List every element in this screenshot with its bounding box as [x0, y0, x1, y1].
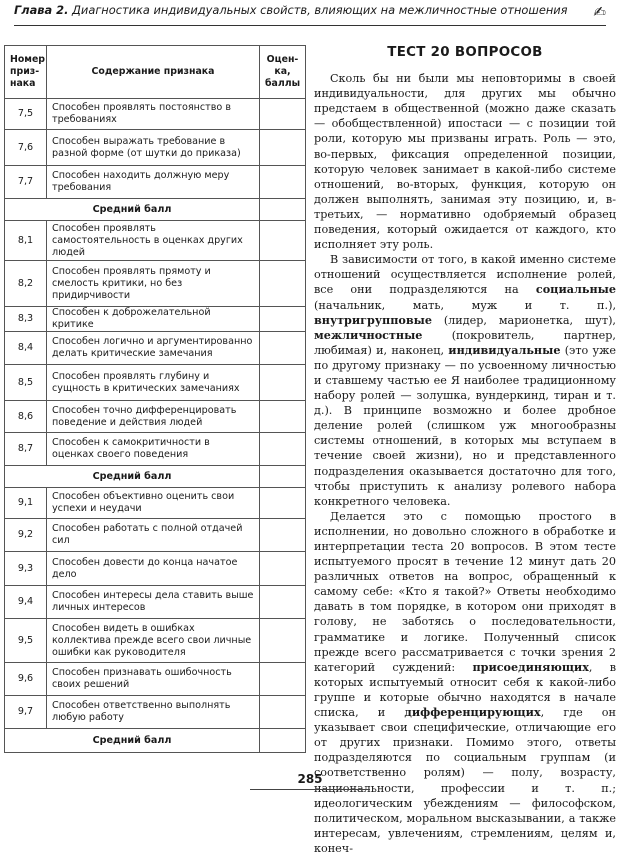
table-row	[5, 365, 306, 401]
row-number: 9,2	[5, 519, 47, 552]
row-text: Способен объективно оценить свои успехи и неудачи	[47, 488, 260, 519]
term-social: социальные	[535, 282, 616, 297]
row-number: 8,4	[5, 332, 47, 365]
term-interpersonal: межличностные	[314, 327, 423, 342]
chapter-title: Диагностика индивидуальных свойств, влияющих на межличностные отношения	[72, 3, 568, 17]
table-row	[5, 663, 306, 696]
score-cell	[260, 365, 306, 401]
average-label: Средний балл	[5, 729, 260, 753]
row-number: 8,1	[5, 221, 47, 261]
row-text: Способен находить должную меру требования	[47, 166, 260, 199]
row-text: Способен интересы дела ставить выше личных интересов	[47, 586, 260, 619]
score-cell	[260, 519, 306, 552]
row-text: Способен видеть в ошибках коллектива прежде всего свои личные ошибки как руководителя	[47, 619, 260, 663]
score-cell	[260, 619, 306, 663]
score-cell	[260, 729, 306, 753]
page-number: 285	[297, 772, 323, 786]
table-row	[5, 488, 306, 519]
table-row	[5, 307, 306, 332]
score-cell	[260, 307, 306, 332]
row-text: Способен к доброжелательной критике	[47, 307, 260, 332]
chapter-label: Глава 2.	[14, 3, 69, 17]
score-cell	[260, 663, 306, 696]
row-text: Способен работать с полной отдачей сил	[47, 519, 260, 552]
score-cell	[260, 130, 306, 166]
score-cell	[260, 466, 306, 488]
section-heading: ТЕСТ 20 ВОПРОСОВ	[387, 45, 543, 60]
row-text: Способен признавать ошибочность своих решений	[47, 663, 260, 696]
table-header-row	[5, 46, 306, 99]
table-row	[5, 130, 306, 166]
table-row	[5, 261, 306, 307]
test-section	[314, 45, 616, 856]
table-row	[5, 99, 306, 130]
row-text: Способен проявлять глубину и сущность в критических замечаниях	[47, 365, 260, 401]
row-number: 7,5	[5, 99, 47, 130]
table-row	[5, 166, 306, 199]
row-number: 8,3	[5, 307, 47, 332]
table-row	[5, 586, 306, 619]
score-cell	[260, 261, 306, 307]
row-text: Способен логично и аргументированно делать критические замечания	[47, 332, 260, 365]
row-number: 8,2	[5, 261, 47, 307]
table-row	[5, 552, 306, 586]
score-cell	[260, 488, 306, 519]
average-label: Средний балл	[5, 199, 260, 221]
row-number: 7,7	[5, 166, 47, 199]
paragraph-1: Сколь бы ни были мы неповторимы в своей индивидуальности, для других мы обычно предстаем в общественной (можно даже сказать — обобществленной) ипостаси — с позиции той роли, которую мы призваны играть. Роль — это, во-первых, фиксация определенной позиции, которую человек занимает в какой-либо системе отношений, во-вторых, функция, которую он должен выполнять, занимая эту позицию, и, в-третьих, — нормативно одобряемый образец поведения, который ожидается от каждого, кто исполняет эту роль.	[314, 72, 616, 252]
table-row	[5, 619, 306, 663]
col-number-header: Номер приз- нака	[5, 46, 47, 99]
term-joining: присоединяющих	[472, 659, 589, 674]
pen-icon: ✍	[593, 3, 606, 21]
paragraph-3: Делается это с помощью простого в исполнении, но довольно сложного в обработке и интерпретации теста 20 вопросов. В этом тесте испытуемого просят в течение 12 минут дать 20 различных ответов на вопрос, обращенный к самому себе: «Кто я такой?» Ответы необходимо давать в том порядке, в котором они приходят в голову, не заботясь о последовательности, грамматике и логике. Полученный список прежде всего рассматривается с точки зрения 2 категорий суждений: присоединяющих, в которых испытуемый относит себя к какой-либо группе и которые обычно находятся в начале списка, и дифференцирующих, где он указывает свои специфические, отличающие его от других признаки. Помимо этого, ответы подразделяются по социальным группам (и соответственно ролям) — полу, возрасту, национальности, профессии и т. п.; идеологическим убеждениям — философском, политическом, моральном высказывании, а также интересам, увлечениям, стремлениям, целям и, конеч-	[314, 509, 616, 855]
table-row	[5, 401, 306, 433]
table-row	[5, 332, 306, 365]
criteria-table	[4, 45, 306, 753]
term-differentiating: дифференцирующих	[404, 705, 541, 720]
paragraph-2: В зависимости от того, в какой именно системе отношений осуществляется исполнение ролей, все они подразделяются на социальные (начальник, мать, муж и т. п.), внутригрупповые (лидер, марионетка, шут), межличностные (покровитель, партнер, любимая) и, наконец, индивидуальные (это уже по другому признаку — по усвоенному личностью и ставшему частью ее Я наиболее традиционному набору ролей — золушка, вундеркинд, тиран и т. д.). В принципе возможно и более дробное деление ролей (слишком уж многообразны системы отношений, в которых мы вступаем в течение своей жизни), но и представленного подразделения оказывается достаточно для того, чтобы приступить к анализу ролевого набора конкретного человека.	[314, 253, 616, 508]
score-cell	[260, 221, 306, 261]
row-text: Способен проявлять прямоту и смелость критики, но без придирчивости	[47, 261, 260, 307]
score-cell	[260, 166, 306, 199]
page-number-rule	[250, 789, 370, 790]
score-cell	[260, 199, 306, 221]
row-number: 8,5	[5, 365, 47, 401]
running-header	[14, 3, 606, 26]
average-row	[5, 729, 306, 753]
term-individual: индивидуальные	[448, 342, 561, 357]
score-cell	[260, 433, 306, 466]
table-row	[5, 433, 306, 466]
score-cell	[260, 332, 306, 365]
row-number: 8,7	[5, 433, 47, 466]
col-content-header: Содержание признака	[47, 46, 260, 99]
row-number: 9,5	[5, 619, 47, 663]
row-text: Способен проявлять самостоятельность в оценках других людей	[47, 221, 260, 261]
average-label: Средний балл	[5, 466, 260, 488]
row-text: Способен ответственно выполнять любую работу	[47, 696, 260, 729]
score-cell	[260, 696, 306, 729]
score-cell	[260, 586, 306, 619]
row-number: 9,6	[5, 663, 47, 696]
row-text: Способен точно дифференцировать поведение и действия людей	[47, 401, 260, 433]
average-row	[5, 199, 306, 221]
row-number: 9,3	[5, 552, 47, 586]
table-row	[5, 696, 306, 729]
col-score-header: Оцен- ка, баллы	[260, 46, 306, 99]
score-cell	[260, 99, 306, 130]
table-row	[5, 519, 306, 552]
row-text: Способен довести до конца начатое дело	[47, 552, 260, 586]
row-number: 9,1	[5, 488, 47, 519]
row-text: Способен к самокритичности в оценках своего поведения	[47, 433, 260, 466]
row-text: Способен выражать требование в разной форме (от шутки до приказа)	[47, 130, 260, 166]
term-intragroup: внутригрупповые	[314, 312, 432, 327]
row-number: 8,6	[5, 401, 47, 433]
table-row	[5, 221, 306, 261]
row-text: Способен проявлять постоянство в требованиях	[47, 99, 260, 130]
score-cell	[260, 552, 306, 586]
row-number: 7,6	[5, 130, 47, 166]
row-number: 9,7	[5, 696, 47, 729]
average-row	[5, 466, 306, 488]
score-cell	[260, 401, 306, 433]
row-number: 9,4	[5, 586, 47, 619]
